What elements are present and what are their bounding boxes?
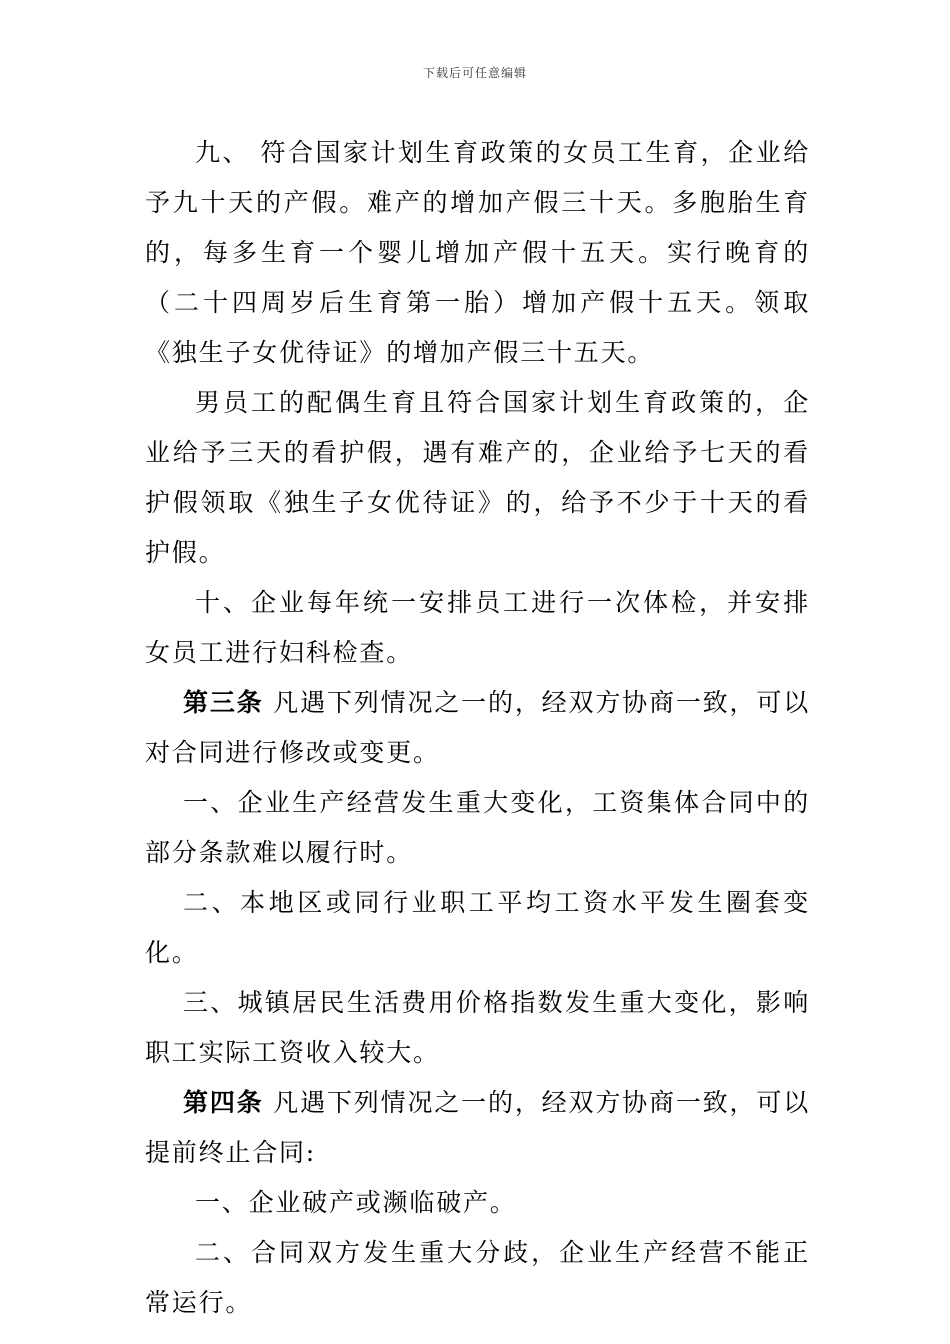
article-three-item-2: 二、本地区或同行业职工平均工资水平发生圈套变化。 [145, 888, 810, 967]
article-three-text: 凡遇下列情况之一的，经双方协商一致，可以对合同进行修改或变更。 [145, 688, 810, 767]
article-three [145, 678, 810, 778]
document-body [145, 128, 810, 1328]
article-four [145, 1078, 810, 1178]
article-three-item-1: 一、企业生产经营发生重大变化，工资集体合同中的部分条款难以履行时。 [145, 788, 810, 867]
article-three-title: 第三条 [183, 688, 264, 717]
article-four-item-2: 二、合同双方发生重大分歧，企业生产经营不能正常运行。 [145, 1238, 810, 1317]
article-three-item-3: 三、城镇居民生活费用价格指数发生重大变化，影响职工实际工资收入较大。 [145, 988, 810, 1067]
page-header-note: 下载后可任意编辑 [422, 66, 527, 80]
paragraph-paternity-leave: 男员工的配偶生育且符合国家计划生育政策的，企业给予三天的看护假，遇有难产的，企业给予七天的看护假领取《独生子女优待证》的，给予不少于十天的看护假。 [145, 388, 810, 567]
paragraph-maternity-leave: 九、 符合国家计划生育政策的女员工生育，企业给予九十天的产假。难产的增加产假三十天。多胞胎生育的，每多生育一个婴儿增加产假十五天。实行晚育的（二十四周岁后生育第一胎）增加产假十五天。领取《独生子女优待证》的增加产假三十五天。 [145, 138, 810, 367]
article-four-text: 凡遇下列情况之一的，经双方协商一致，可以提前终止合同: [145, 1088, 810, 1167]
paragraph-health-check: 十、企业每年统一安排员工进行一次体检，并安排女员工进行妇科检查。 [145, 588, 810, 667]
article-four-title: 第四条 [183, 1088, 264, 1117]
article-four-item-1: 一、企业破产或濒临破产。 [195, 1188, 517, 1217]
